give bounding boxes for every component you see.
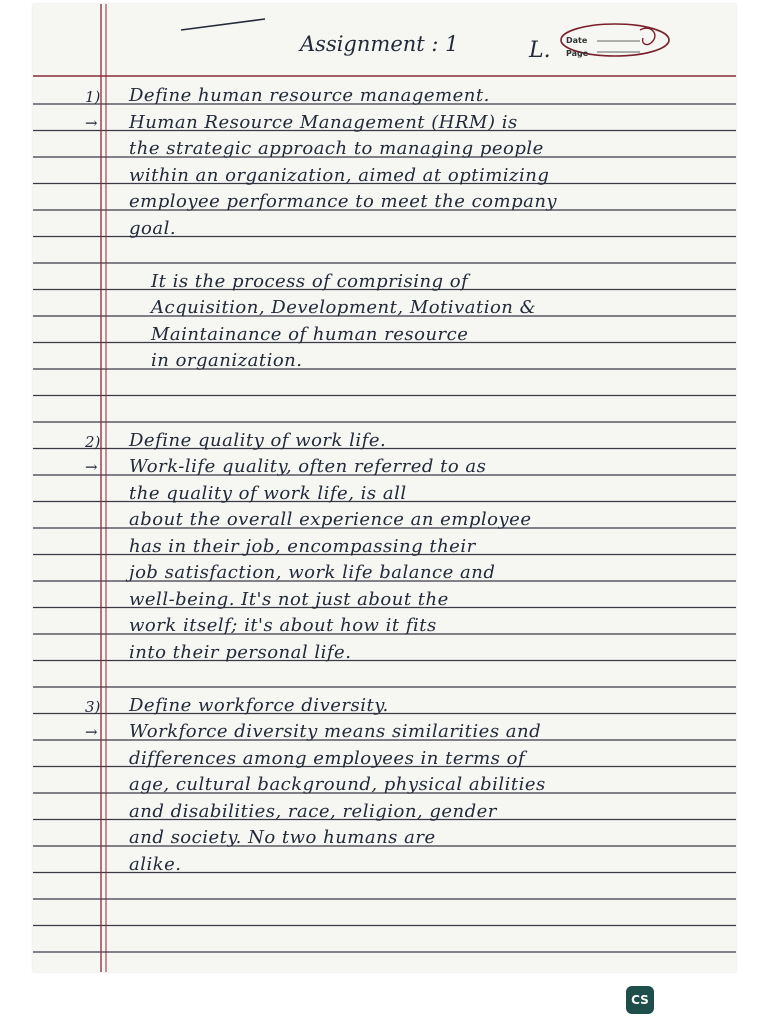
page-title: Assignment : 1 [300,32,459,56]
answer-arrow-icon: → [85,113,98,132]
question-text: Define human resource management. [129,85,490,106]
question-text: Define quality of work life. [129,429,387,451]
answer-line: Workforce diversity means similarities and [129,721,542,742]
question-number: 3) [85,697,101,716]
answer-line: within an organization, aimed at optimizing [129,164,550,186]
answer-line: Work-life quality, often referred to as [129,456,487,477]
answer-line: alike. [129,853,182,875]
answer-line: differences among employees in terms of [129,747,526,769]
answer-arrow-icon: → [85,458,98,476]
answer-line: has in their job, encompassing their [129,535,476,557]
answer-line: the strategic approach to managing people [129,138,544,159]
question-number: 1) [85,88,101,106]
answer-line: age, cultural background, physical abilities [129,774,546,795]
notebook-page [33,4,736,972]
scanner-badge-icon: CS [626,986,654,1014]
answer-line: and society. No two humans are [129,827,436,848]
page-label: Page [566,49,589,58]
answer-line: goal. [129,217,177,239]
answer-line: Human Resource Management (HRM) is [129,111,518,133]
question-text: Define workforce diversity. [129,694,389,716]
answer-line: about the overall experience an employee [129,509,532,530]
answer-line: the quality of work life, is all [129,482,407,504]
answer-line: well-being. It's not just about the [129,588,449,610]
answer-line: job satisfaction, work life balance and [129,562,496,583]
answer-line: and disabilities, race, religion, gender [129,800,497,822]
answer-line: into their personal life. [129,641,352,663]
assignment-number: L. [529,38,551,63]
answer-line: employee performance to meet the company [129,191,558,212]
answer-line: in organization. [151,350,303,371]
answer-line: It is the process of comprising of [151,270,469,292]
answer-line: Acquisition, Development, Motivation & [151,297,537,318]
question-number: 2) [85,432,101,451]
answer-line: work itself; it's about how it fits [129,615,437,636]
title-scribble [181,19,265,30]
answer-line: Maintainance of human resource [151,323,469,345]
answer-arrow-icon: → [85,723,98,741]
date-label: Date [566,36,588,45]
